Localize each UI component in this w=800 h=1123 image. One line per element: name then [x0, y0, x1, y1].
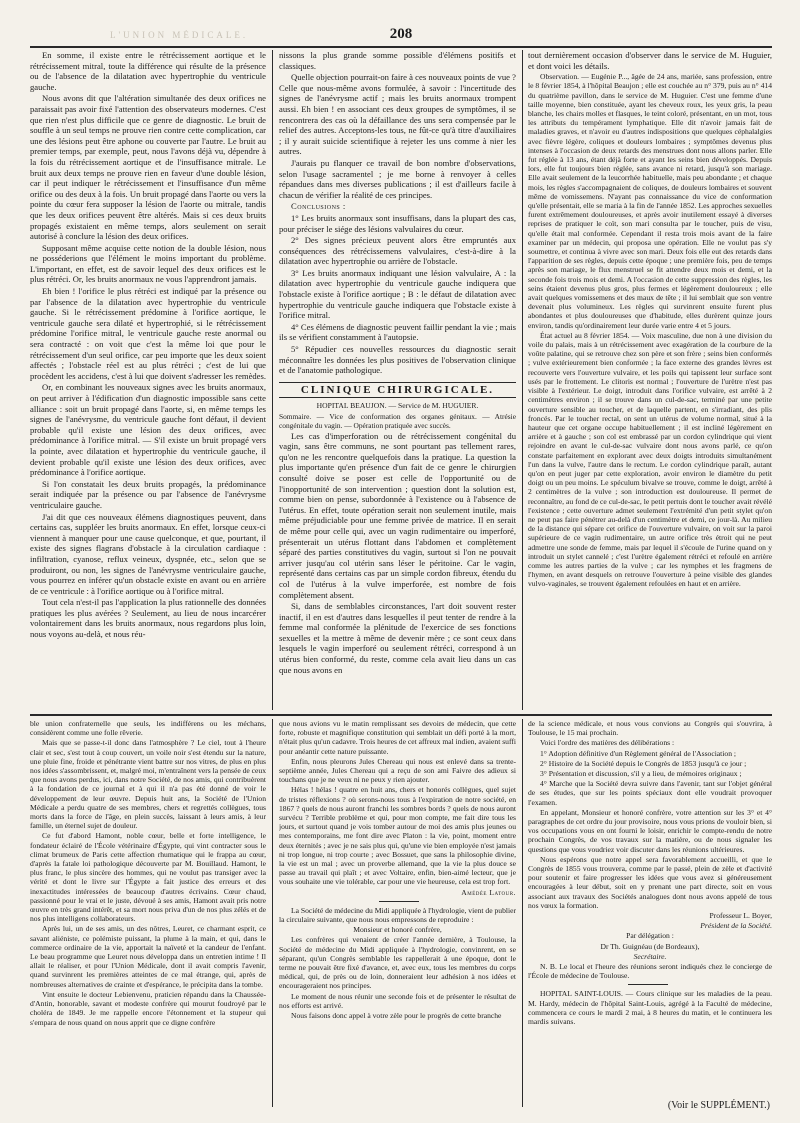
upper-column-2: [279, 50, 516, 710]
paragraph: nissons la plus grande somme possible d'élémens positifs et classiques.: [279, 50, 516, 71]
paragraph: Si, dans de semblables circonstances, l'art doit souvent rester inactif, il en est d'autres dans lesquelles il peut tenter de rendre à la femme mal conformée la plénitude de l'exercice de ses fonctions sexuelles et la mettre à même de devenir mère ; ce sont ceux dans lesquels le vagin imperforé ou seulement rétréci, correspond à un utérus bien conformé, du reste, comme cela avait lieu dans un cas que nous avons en: [279, 601, 516, 675]
paragraph: En appelant, Monsieur et honoré confrère, votre attention sur les 3° et 4° paragraphes de cet ordre du jour provisoire, nous vous prions de vouloir bien, si vos occupations vous en ont fourni le loisir, enrichir le compte-rendu de notre prochain Congrès, de vos travaux sur la matière, ou de nous signaler les questions que vous voudriez voir discuter dans les réunions ultérieures.: [528, 807, 772, 854]
column-divider: [522, 719, 523, 1107]
column-divider: [272, 719, 273, 1107]
paragraph: J'ai dit que ces nouveaux élémens diagnostiques peuvent, dans certains cas, suppléer les bruits anormaux. En effet, lorsque ceux-ci viennent à manquer pour une cause quelconque, et que, pourtant, il existe des signes flagrans d'obstacle à la circulation cardiaque : infiltration, cyanose, reflux veineux, dyspnée, etc., selon que se produiront, ou non, les signes de l'anévrysme ventriculaire gauche, vous pourrez en inférer qu'un obstacle existe en avant ou en arrière de ce ventricule : à l'orifice aortique ou à l'orifice mitral.: [30, 511, 266, 596]
signature-guigneau-title: Secrétaire.: [633, 951, 667, 961]
paragraph: Quelle objection pourrait-on faire à ces nouveaux points de vue ? Celle que nous-même avons formulée, à savoir : l'incertitude des signes de l'anévrysme actif ; mais les bruits anormaux trompent aussi. Eh bien ! en associant ces deux groupes de symptômes, il se rencontrera des cas où la défaillance des uns sera compensée par le relief des autres. Acceptons-les tous, ne fût-ce qu'à titre d'auxiliaires ; il y aurait suicide scientifique à rejeter les uns comme à nier les autres.: [279, 72, 516, 157]
paragraph: Les confrères qui venaient de créer l'année dernière, à Toulouse, la Société de médecine du Midi appliquée à l'hydrologie, convinrent, en se séparant, qu'un Congrès semblable les rappellerait à une époque, dont le terme ne pouvait être fixé d'avance, et, avec eux, tous les membres du corps médical, qui, de près ou de loin, donneraient leur adhésion à nos idées et encourageraient nos principes.: [279, 935, 516, 991]
sommaire: Sommaire. — Vice de conformation des organes génitaux. — Atrésie congénitale du vagin. — Opération pratiquée avec succès.: [279, 411, 516, 430]
paragraph: La Société de médecine du Midi appliquée à l'hydrologie, vient de publier la circulaire suivante, que nous nous empressons de reproduire :: [279, 905, 516, 925]
paragraph: Or, en combinant les nouveaux signes avec les bruits anormaux, on peut arriver à l'édification d'un diagnostic impossible sans cette alliance : soit un bruit propagé dans l'aorte, si, en même temps les signes de l'anévrysme, du ventricule gauche font défaut, il devient probable qu'il existe une lésion des deux orifices, avec prédominance à l'orifice mitral. — S'il existe un bruit propagé vers la pointe, avec dilatation et hypertrophie du ventricule gauche, il devient probable qu'il existe une lésion des deux orifices, avec prédominance à l'orifice aortique.: [30, 382, 266, 478]
upper-column-3: [528, 50, 772, 710]
section-separator: [30, 714, 772, 716]
lower-column-1: [30, 719, 266, 1107]
paragraph: J'aurais pu flanquer ce travail de bon nombre d'observations, selon l'usage sacramentel ; je me borne à renvoyer à celles répandues dans mes diverses publications ; il est d'ailleurs facile à chacun de vérifier la réalité de ces principes.: [279, 157, 516, 200]
paragraph: Si l'on constatait les deux bruits propagés, la prédominance serait indiquée par la présence ou par l'absence de l'anévrysme ventriculaire gauche.: [30, 478, 266, 510]
hospital-announcement: HOPITAL SAINT-LOUIS. — Cours clinique sur les maladies de la peau. M. Hardy, médecin de l'hôpital Saint-Louis, agrégé à la Faculté de médecine, commencera ce cours le mardi 2 mai, à 8 heures du matin, et le continuera les mardis suivans.: [528, 989, 772, 1027]
signature-boyer: Professeur L. Boyer,: [709, 911, 772, 921]
conclusion-item: 5° Répudier ces nouvelles ressources du diagnostic serait méconnaître les données les plus positives de l'observation clinique et de l'anatomie pathologique.: [279, 344, 516, 376]
header-rule: [30, 46, 772, 48]
paragraph: Enfin, nous pleurons Jules Chereau qui nous est enlevé dans sa trente-septième année, Jules Chereau qui a reçu de son ami Faivre des adieux si touchans que je ne veux ni ne peux y rien ajouter.: [279, 756, 516, 785]
paragraph: Tout cela n'est-il pas l'application la plus rationnelle des données pratiques les plus avérées ? Seulement, au lieu de nous incarcérer volontairement dans les bruits anormaux, nous regardons plus loin, nous voyons au-delà, et nous réu-: [30, 597, 266, 640]
list-item: 2° Histoire de la Société depuis le Congrès de 1853 jusqu'à ce jour ;: [540, 758, 747, 768]
page-header: [30, 26, 772, 46]
signature-boyer-title: Président de la Société.: [700, 921, 772, 931]
short-divider: [628, 984, 668, 985]
paragraph: Eh bien ! l'orifice le plus rétréci est indiqué par la présence ou par l'absence de la dilatation avec hypertrophie du ventricule gauche. Si le rétrécissement prédomine à l'orifice aortique, le ventricule gauche sera dilaté et hypertrophié, si le rétrécissement prédomine l'orifice mitral, le ventricule gauche reste anormal ou sera contracté : on voit que c'est la même loi que pour le rétrécissement d'un seul orifice, car peu importe que les deux soient affectés ; l'obstacle réel est au plus rétréci ; c'est de lui que procèdent les accidens, c'est à lui que doivent s'adresser les remèdes.: [30, 286, 266, 381]
conclusion-item: 4° Ces élémens de diagnostic peuvent faillir pendant la vie ; mais ils se vérifient constamment à l'autopsie.: [279, 321, 516, 343]
section-title-clinique: CLINIQUE CHIRURGICALE.: [279, 382, 516, 399]
paragraph: tout dernièrement occasion d'observer dans le service de M. Huguier, et dont voici les détails.: [528, 50, 772, 71]
lower-column-2: [279, 719, 516, 1107]
paragraph: Les cas d'imperforation ou de rétrécissement congénital du vagin, sans être communs, ne sont pourtant pas tellement rares, qu'on ne les rencontre quelquefois dans la pratique. La question la plus importante qu'en présence d'un fait de ce genre le chirurgien consulté doive se poser est celle de l'opportunité ou de l'inopportunité de son intervention ; question dont la solution est, comme bien on pense, subordonnée à l'existence ou à l'absence de l'utérus. En effet, toute opération serait non seulement inutile, mais même préjudiciable pour une femme privée de matrice. Il en serait de même pour celle qui, avec un vagin rudimentaire ou imperforé, présenterait un utérus flottant dans l'abdomen et complètement séparé des parties constitutives du vagin, surtout si l'on ne pouvait arriver jusqu'au col utérin sans léser le péritoine. Car le vagin, représenté dans certains cas par un simple cordon fibreux, étendu du col de l'utérus à la vulve imperforée, est nombre de fois complètement absent.: [279, 430, 516, 600]
paragraph: de la science médicale, et nous vous convions au Congrès qui s'ouvrira, à Toulouse, le 15 mai prochain.: [528, 719, 772, 738]
upper-column-1: [30, 50, 266, 710]
conclusion-item: 2° Des signes précieux peuvent alors être empruntés aux conséquences des rétrécissemens valvulaires, c'est-à-dire à la dilatation avec hypertrophie ou arrière de l'obstacle.: [279, 235, 516, 267]
salutation: Monsieur et honoré confrère,: [353, 925, 442, 935]
list-item: 3° Présentation et discussion, s'il y a lieu, de mémoires originaux ;: [540, 769, 742, 779]
conclusion-item: 1° Les bruits anormaux sont insuffisans, dans la plupart des cas, pour préciser le siége des lésions valvulaires du cœur.: [279, 212, 516, 234]
observation-paragraph: État actuel au 8 février 1854. — Voix masculine, due non à une division du voile du palais, mais à un rétrécissement avec exagération de la courbure de la voûte palatine, qui se retrouve chez son père et son frère ; seins bien conformés ; vulve extérieurement bien conformée ; la face externe des grandes lèvres est recouverte vers l'ouverture vulvaire, et les poils qui tapissent leur surface sont usés par le frottement. Le clitoris est normal ; l'ouverture de l'urètre n'est pas visible à l'extérieur. Le doigt, introduit dans l'orifice vulvaire, est arrêté à 2 centimètres environ ; il se trouve dans un cul-de-sac, terminé par une petite ouverture sensible au toucher, et de laquelle partent, en s'irradiant, des plis froncés. Par le toucher rectal, on sent un utérus de volume normal, situé à la hauteur que cet organe occupe habituellement ; il est incliné légèrement en arrière et à gauche ; son col est embrassé par un cordon cylindrique qui vient rejoindre en avant le cul-de-sac vulvaire dont nous avons parlé, ce qu'on constate parfaitement en explorant avec deux doigts introduits simultanément l'un dans la vulve, l'autre dans le rectum. Le cordon cylindrique paraît, autant qu'on en peut juger par cette exploration, avoir environ le diamètre du petit doigt ou un peu moins. Le spéculum bivalve se trouve, comme le doigt, arrêté à 2 centimètres de la vulve ; son introduction est douloureuse. Il permet de reconnaître, au fond de ce cul-de-sac, le petit pertuis dont le toucher avait révélé l'existence ; cette ouverture admet seulement l'extrémité d'un petit stylet qu'on ne peut pas faire pénétrer au-delà d'un centimètre et demi, ce jour-là. Au milieu de la distance qui sépare cet orifice de l'ouverture vulvaire, on voit sur la paroi supérieure de ce vagin rudimentaire, un autre orifice très étroit qui ne peut admettre une sonde de femme, mais par lequel il s'écoule de l'urine quand on y introduit un stylet cannelé ; c'est l'urètre également rétréci et refoulé en arrière comme les autres parties de la vulve ; car les nymphes et les fragmens de l'hymen, en avant desquels on retrouve l'ouverture à peine visible des glandes vulvo-vaginales, se trouvent également refoulées en haut et en arrière.: [528, 330, 772, 589]
paragraph: Nous faisons donc appel à votre zèle pour le progrès de cette branche: [291, 1011, 502, 1021]
page-number: 208: [389, 26, 413, 42]
paragraph: Hélas ! hélas ! quatre en huit ans, chers et honorés collègues, quel sujet de tristes réflexions ? où serons-nous tous à l'expiration de notre société, en 1867 ? quels de nous auront franchi les sombres bords ? quels de nous auront survécu ? Terrible problème et qui, pour mon compte, me fait dire tous les jours, et surtout quand je vois tomber autour de moi des amis plus jeunes ou mes contemporains, me font dire avec Platon : la vie, point, moment entre deux éternités ; avec je ne sais plus qui, qu'une vie bien employée n'est jamais ni trop longue, ni trop courte ; avec Bossuet, que sans la philosophie divine, la vie est un mal ; avec un proverbe allemand, que la vie la plus douce se passe au travail qui plaît ; et avec Voltaire, enfin, bien-aimé lecteur, que je vous souhaite une vie tolérable, car pour une vie heureuse, cela est trop fort.: [279, 785, 516, 887]
list-item: 1° Adoption définitive d'un Règlement général de l'Association ;: [540, 748, 736, 758]
nota-bene: N. B. Le local et l'heure des réunions seront indiqués chez le concierge de l'École de médecine de Toulouse.: [528, 962, 772, 981]
lower-column-3: [528, 719, 772, 1099]
paragraph: Le moment de nous réunir une seconde fois et de présenter le résultat de nos efforts est arrivé.: [279, 991, 516, 1010]
conclusions-heading: Conclusions :: [291, 201, 346, 212]
paragraph: Nous avons dit que l'altération simultanée des deux orifices ne paraissait pas avoir fixé l'attention des observateurs modernes. C'est que rien n'est plus difficile que ce genre de diagnostic. Le bruit de souffle à un seul temps ne prouve rien contre cette complication, car une des lésions peut être aphone ou couverte par l'autre. Le bruit au premier temps, par exemple, peut, nous l'avons déjà vu, dépendre à la fois du rétrécissement aortique et de l'insuffisance mitrale. Le bruit aux deux temps ne prouve rien en faveur d'une double lésion, car il peut indiquer le rétrécissement et l'insuffisance d'un même orifice ou des deux à la fois. Un bruit propagé dans l'aorte ou vers la pointe du cœur fera supposer la lésion de l'aorte ou mitrale, tandis que les deux orifices peuvent être altérés. Mais si ces deux bruits propagés existaient en même temps, alors seulement on serait autorisé à conclure la lésion des deux orifices.: [30, 93, 266, 242]
paragraph: Mais que se passe-t-il donc dans l'atmosphère ? Le ciel, tout à l'heure clair et sec, s'est tout à coup couvert, un voile noir s'est étendu sur la nature, une pluie fine, froide et pénétrante vient battre sur nos vitres, de plus en plus nos idées s'assombrissent, et, malgré moi, m'entraînent vers la pensée de ceux que nous avons perdus, ici, dans notre Société, de nos amis, qui contribuèrent à la fondation de ce journal et à qui il n'a pas été donné de voir le développement de leur œuvre. Depuis huit ans, la Société de l'Union Médicale a perdu quatre de ses membres, chers et regrettés collègues, tous morts dans la force de l'âge, en plein succès, laissant à leurs amis, à leur famille, un éternel sujet de douleur.: [30, 738, 266, 831]
paragraph: Nous espérons que notre appel sera favorablement accueilli, et que le Congrès de 1855 vous trouvera, comme par le passé, plein de zèle et d'activité pour soutenir et faire progresser les idées que vous avez si généreusement encouragées à leur début, soit en y prenant une part directe, soit en vous associant aux travaux des Sociétés analogues dont nous avons appelé de tous nos vœux la formation.: [528, 854, 772, 910]
faded-masthead: L'UNION MÉDICALE.: [110, 30, 249, 40]
paragraph: Voici l'ordre des matières des délibérations :: [540, 738, 675, 748]
paragraph: Ce fut d'abord Hamont, noble cœur, belle et forte intelligence, le fondateur éclairé de l'École vétérinaire d'Égypte, qui vint contracter sous le climat brumeux de Paris cette affection rhumatique qui le frappa au cœur, d'après la fatale loi pathologique découverte par M. Bouillaud. Hamont, le plus franc, le plus sincère des hommes, qui ne voulut pas transiger avec la vérité et dont le livre sur l'Égypte a fait justice des erreurs et des inexactitudes intéressées de beaucoup d'autres écrivains. Cœur chaud, passionné pour le vrai et le juste, dévoué à ses amis, Hamont avait pris notre œuvre en très grand intérêt, et sa mort nous priva d'un de nos plus zélés et de nos plus intelligens collaborateurs.: [30, 831, 266, 924]
hospital-line: HOPITAL BEAUJON. — Service de M. HUGUIER.: [316, 401, 479, 411]
column-divider: [522, 50, 523, 710]
signature-guigneau: Dr Th. Guignéau (de Bordeaux),: [600, 941, 700, 951]
observation-paragraph: Observation. — Eugénie P..., âgée de 24 ans, mariée, sans profession, entre le 8 février 1854, à l'hôpital Beaujon ; elle est couchée au n° 379, puis au n° 414 du quatrième pavillon, dans le service de M. Huguier. C'est une femme d'une taille moyenne, bien constituée, ayant les cheveux roux, les yeux gris, la peau blanche, les chairs molles et flasques, le teint coloré, présentant, en un mot, tous les attributs du tempérament lymphatique. Elle dit n'avoir jamais fait de maladies graves, et n'avoir eu d'autres indispositions que quelques céphalalgies avec fièvre légère, coliques et douleurs lombaires ; symptômes devenus plus intenses à l'occasion de deux retards des menstrues dont nous allons parler. Elle fut réglée à 13 ans, étant déjà forte et ayant les seins bien développés. Depuis lors, elle fut toujours bien réglée, sans avance ni retard, jusqu'à son mariage. Elle avait seulement de la leucorrhée habituelle, mais peu abondante ; et chaque mois, les règles s'accompagnaient de coliques, de douleurs lombaires et souvent même de vomissemens. N'ayant pas connaissance du vice de conformation qu'elle présentait, elle se maria à la fin de l'année 1852. Les approches sexuelles furent extrêmement douloureuses, et après avoir inutilement essayé à diverses reprises de pratiquer le coït, son mari consulta par le toucher, puis de visu, qu'elle était mal conformée. Cependant il resta trois mois avant de la faire examiner par un médecin, qui proposa une opération. Elle ne voulut pas s'y soumettre, et continua à vivre avec son mari. Deux fois elle eut des retards dans l'apparition de ses règles, depuis cette époque ; une première fois, peu de temps après son mariage, le flux menstruel se fit attendre deux mois et demi, et la seconde fois trois mois et demi. A l'occasion de cette suppression des règles, les seins étaient devenus plus gros, plus fermes et légèrement douloureux ; elle avait quelques vomissemens et des maux de tête ; il lui semblait que son ventre devenait plus volumineux. Les règles qui survinrent ensuite furent plus abondantes et plus douloureuses que d'habitude, elles durèrent quinze jours environ, tandis qu'ordinairement leur durée varie entre 4 et 5 jours.: [528, 72, 772, 330]
paragraph: Vint ensuite le docteur Lebienvenu, praticien répandu dans la Chaussée-d'Antin, honorable, savant et modeste confrère qui mourut foudroyé par le choléra de 1849. Je me rappelle encore l'étonnement et la stupeur qui s'empara de nous quand on nous apprit que ce digne confrère: [30, 989, 266, 1027]
delegation-label: Par délégation :: [626, 931, 674, 941]
paragraph: Après lui, un de ses amis, un des nôtres, Leuret, ce charmant esprit, ce savant aliéniste, ce polémiste puissant, la plume à la main, et qui, dans le commerce ordinaire de la vie, apportait la naïveté et la candeur de l'enfant. Le beau programme que Leuret nous développa dans un entretien intime ! Il allait le réaliser, et pour l'Union Médicale, dont il avait compris l'avenir, quand survinrent les premières atteintes de ce mal étrange, qui, après de nombreuses alternatives de crainte et d'espérance, le précipita dans la tombe.: [30, 924, 266, 989]
paragraph: Supposant même acquise cette notion de la double lésion, nous ne posséderions que l'élément le moins important du problème. L'important, en effet, est de savoir lequel des deux orifices est le plus rétréci. Or, les bruits anormaux ne vous l'apprendront jamais.: [30, 242, 266, 285]
supplement-note: (Voir le SUPPLÉMENT.): [667, 1100, 770, 1111]
paragraph: que nous avions vu le matin remplissant ses devoirs de médecin, que cette forte, robuste et magnifique constitution qui semblait un défi porté à la mort, n'était plus qu'un cadavre. Trois heures de cet affreux mal indien, avaient suffi pour anéantir cette nature puissante.: [279, 719, 516, 756]
short-divider: [379, 901, 419, 902]
conclusion-item: 3° Les bruits anormaux indiquant une lésion valvulaire, A : la dilatation avec hypertrophie du ventricule gauche indiquera que l'obstacle existe à l'orifice aortique ; B : le défaut de dilatation avec hypertrophie du ventricule gauche indiquera que l'obstacle existe à l'orifice mitral.: [279, 267, 516, 321]
list-item: 4° Marche que la Société devra suivre dans l'avenir, tant sur l'objet général de ses études, que sur les points spéciaux dont elle voudrait provoquer l'examen.: [528, 779, 772, 807]
paragraph: En somme, il existe entre le rétrécissement aortique et le rétrécissement mitral, toute la différence qui résulte de la présence ou de l'absence de la dilatation avec hypertrophie du ventricule gauche.: [30, 50, 266, 92]
signature-latour: Amédée Latour.: [461, 887, 516, 897]
column-divider: [272, 50, 273, 710]
paragraph: ble union confraternelle que seuls, les indifférens ou les méchans, considèrent comme une folle rêverie.: [30, 719, 266, 738]
